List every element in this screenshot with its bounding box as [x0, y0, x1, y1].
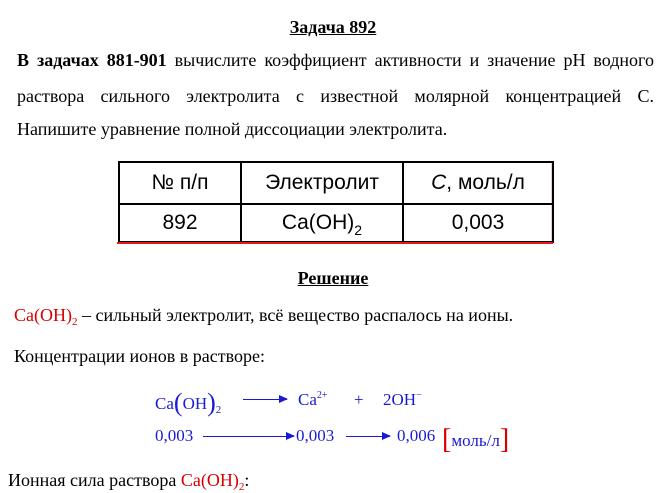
- table-red-underline: [117, 242, 553, 244]
- conc-reactant: 0,003: [155, 426, 194, 445]
- plus-sign: +: [354, 390, 364, 409]
- header-concentration: С, моль/л: [403, 162, 553, 204]
- data-table: [118, 161, 554, 243]
- conc-calcium: 0,003: [296, 426, 335, 445]
- product-hydroxide-ion: 2OH−: [383, 390, 422, 409]
- intro-line-3: Напишите уравнение полной диссоциации электролита.: [17, 119, 448, 139]
- intro-line-2: раствора сильного электролита с известной молярной концентрацией С.: [17, 86, 654, 106]
- intro-line-1-text: вычислите коэффициент активности и значение pH водного: [166, 50, 654, 70]
- header-electrolyte: Электролит: [241, 162, 403, 204]
- intro-line-1: [17, 50, 654, 71]
- dissociation-reactant: $Ca(OH)_2$: [155, 388, 222, 417]
- product-calcium-ion: $Ca^{2+}$: [298, 390, 328, 409]
- dissociation-arrow: [243, 399, 287, 400]
- ion-concentration-label: Концентрации ионов в растворе:: [14, 346, 265, 366]
- cell-concentration: 0,003: [403, 204, 553, 242]
- conc-unit: [моль/л]: [442, 424, 510, 455]
- conc-arrow-2: [346, 436, 390, 437]
- statement-line: $Ca(OH)_2$ – сильный электролит, всё вещество распалось на ионы.: [14, 305, 514, 328]
- statement-text: – сильный электролит, всё вещество распалось на ионы.: [77, 305, 514, 325]
- conc-hydroxide: 0,006: [397, 426, 436, 445]
- conc-arrow-1: [203, 436, 294, 437]
- ionic-strength-line: Ионная сила раствора $Ca(OH)_2$:: [8, 470, 250, 493]
- problem-title: Задача 892: [289, 17, 377, 37]
- cell-number: 892: [119, 204, 241, 242]
- cell-electrolyte: $Ca(OH)_2$: [241, 204, 403, 242]
- solution-heading: Решение: [297, 268, 369, 288]
- intro-bold: В задачах 881-901: [17, 50, 167, 70]
- statement-formula: Ca(OH): [14, 305, 72, 325]
- header-number: № п/п: [119, 162, 241, 204]
